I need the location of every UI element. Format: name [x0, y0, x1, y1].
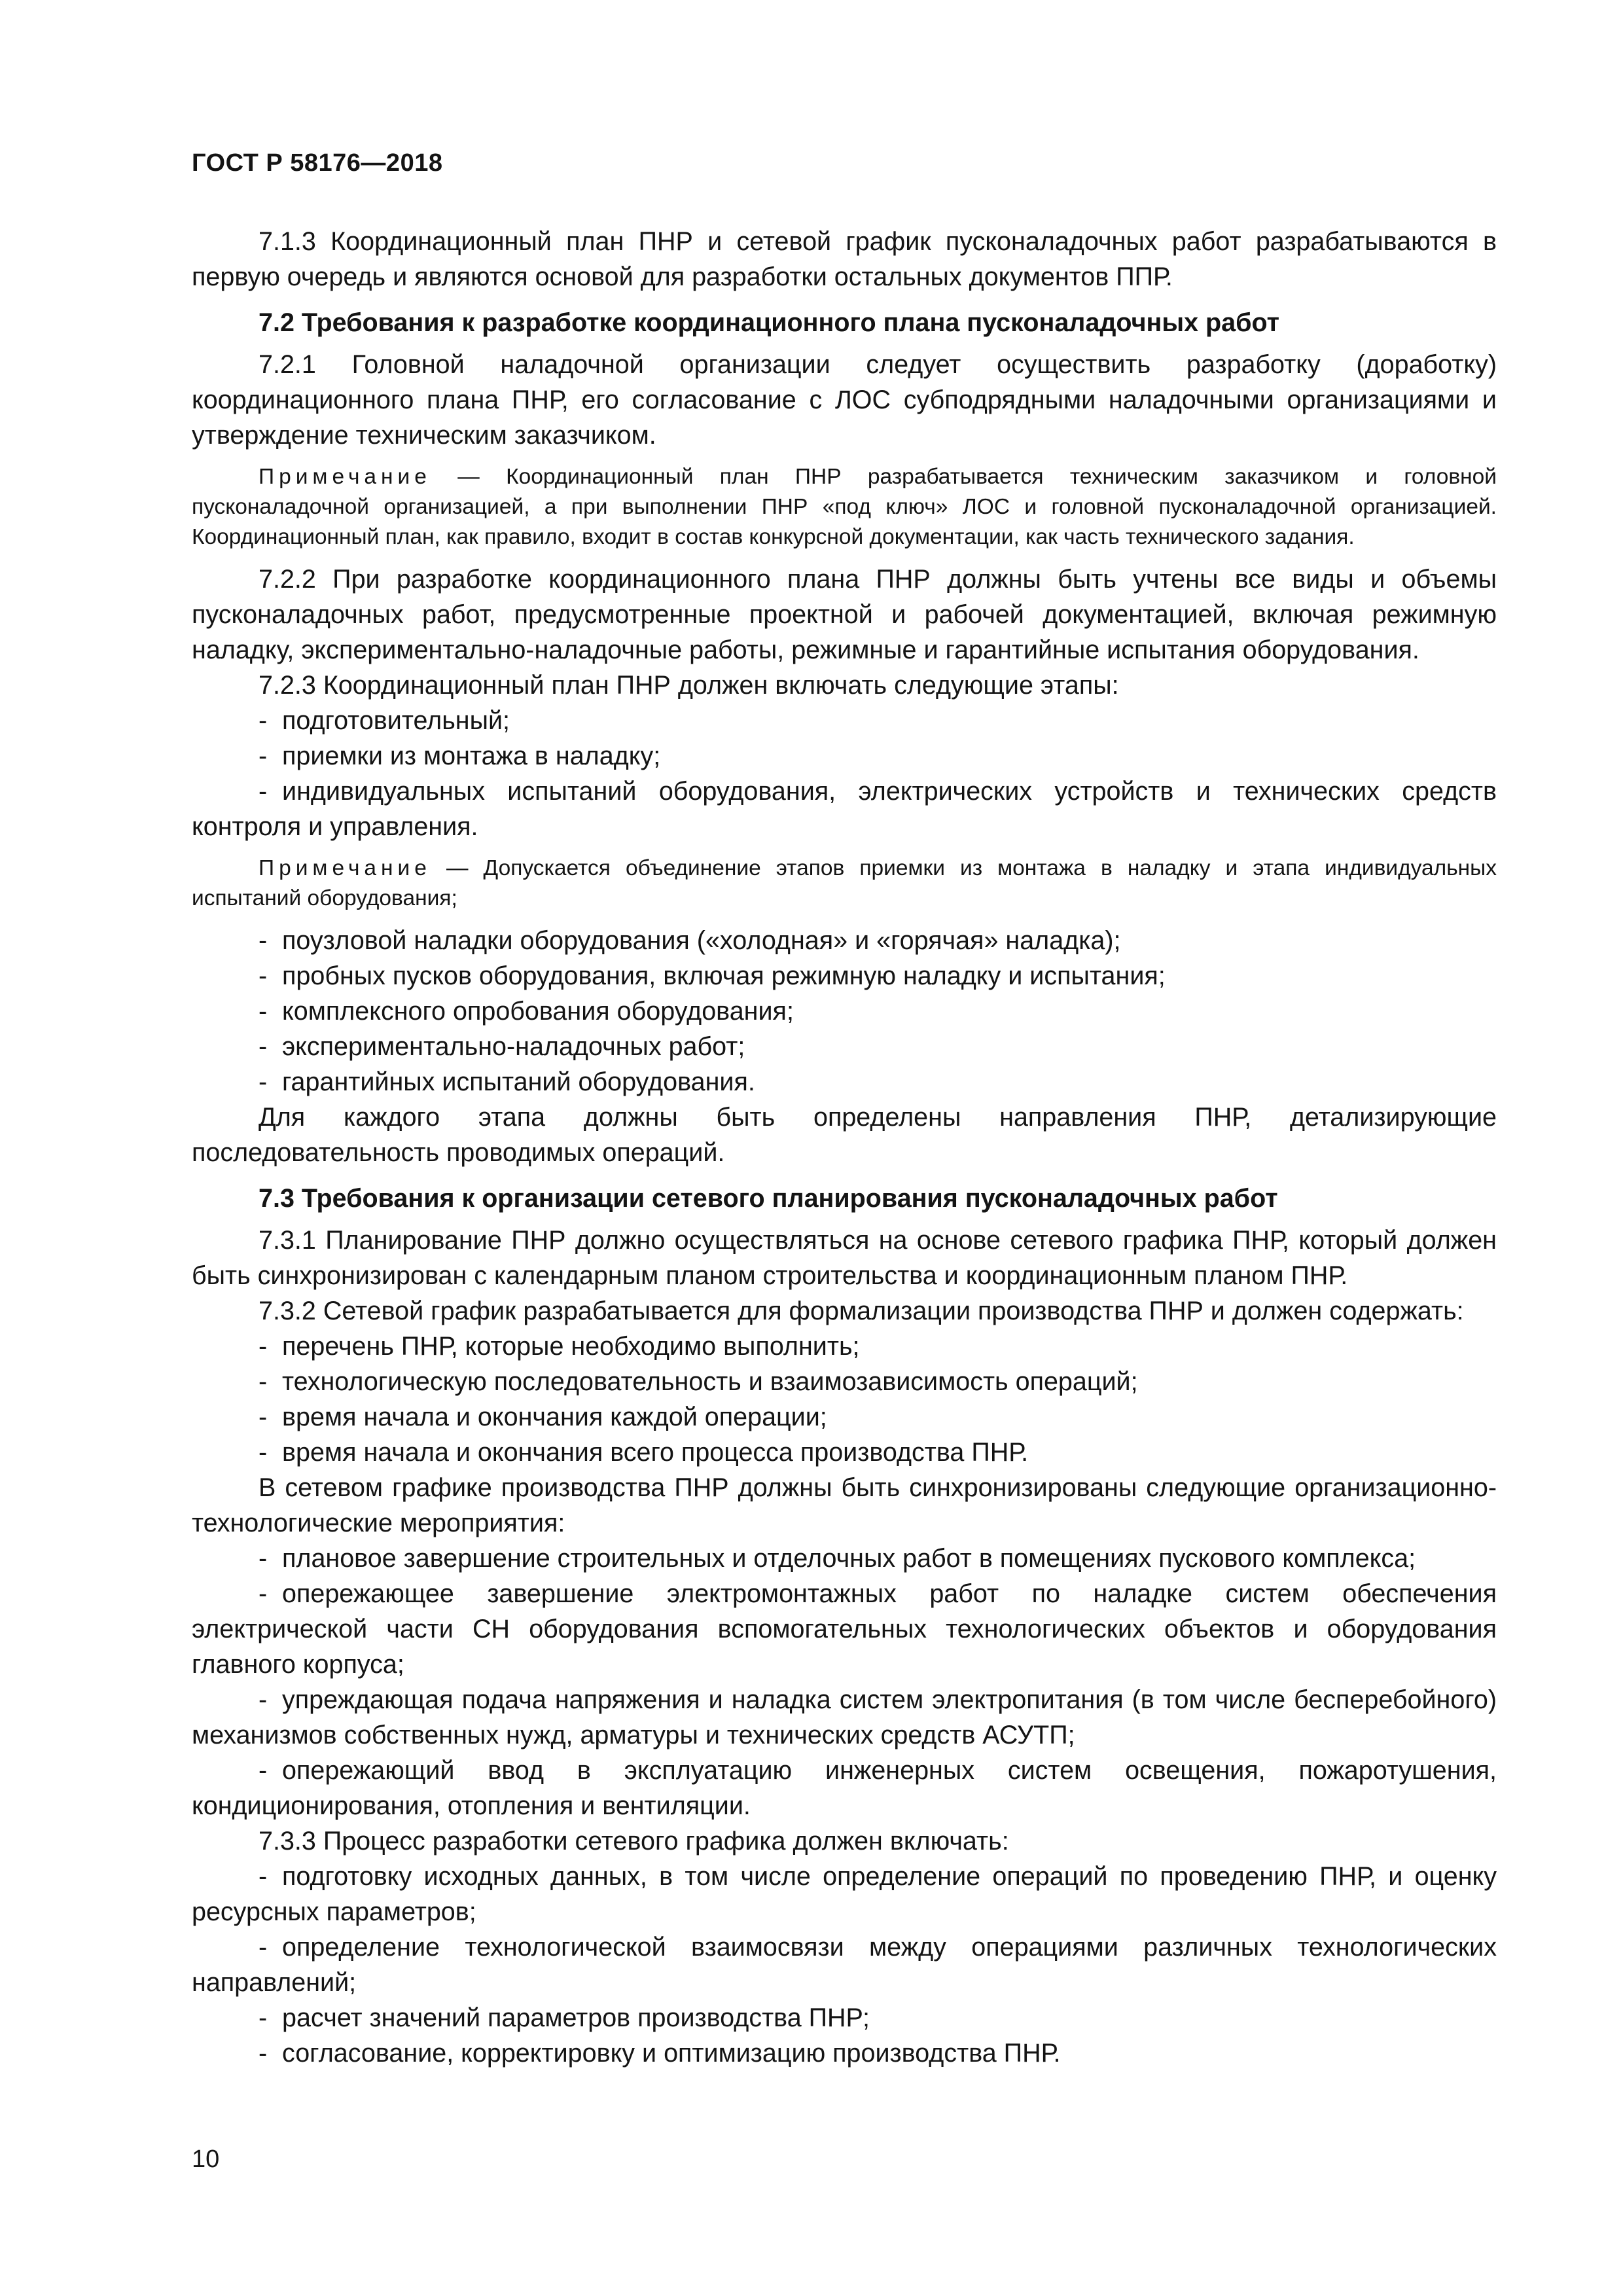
note-block [192, 462, 1497, 552]
list-item: - расчет значений параметров производства ПНР; [259, 2003, 870, 2032]
paragraph-7-2-1: 7.2.1 Головной наладочной организации следует осуществить разработку (доработку) координационного плана ПНР, его согласование с ЛОС субподрядными наладочными организациями и утверждение техническим заказчиком. [192, 350, 1497, 450]
list-item: - технологическую последовательность и взаимозависимость операций; [259, 1367, 1138, 1396]
list-item: - гарантийных испытаний оборудования. [259, 1067, 755, 1096]
list-item: - опережающий ввод в эксплуатацию инженерных систем освещения, пожаротушения, кондиционирования, отопления и вентиляции. [192, 1756, 1497, 1820]
paragraph-sync-measures: В сетевом графике производства ПНР должны быть синхронизированы следующие организационно-технологические мероприятия: [192, 1473, 1497, 1537]
list-item: - согласование, корректировку и оптимизацию производства ПНР. [259, 2039, 1061, 2068]
list-item: - подготовку исходных данных, в том числе определение операций по проведению ПНР, и оценку ресурсных параметров; [192, 1862, 1497, 1926]
list-item: - экспериментально-наладочных работ; [259, 1032, 745, 1061]
list-item: - время начала и окончания каждой операции; [259, 1403, 827, 1431]
section-heading-7-3: 7.3 Требования к организации сетевого планирования пусконаладочных работ [259, 1184, 1278, 1213]
page-number: 10 [192, 2145, 220, 2173]
note-text: — Допускается объединение этапов приемки из монтажа в наладку и этапа индивидуальных испытаний оборудования; [192, 856, 1497, 910]
standard-header: ГОСТ Р 58176—2018 [192, 149, 443, 177]
section-heading-7-2: 7.2 Требования к разработке координационного плана пусконаладочных работ [259, 308, 1280, 337]
list-item: - поузловой наладки оборудования («холодная» и «горячая» наладка); [259, 926, 1121, 955]
document-body [192, 224, 1497, 2071]
list-item: - перечень ПНР, которые необходимо выполнить; [259, 1332, 860, 1361]
list-item: - подготовительный; [259, 706, 510, 735]
paragraph-7-3-1: 7.3.1 Планирование ПНР должно осуществляться на основе сетевого графика ПНР, который должен быть синхронизирован с календарным планом строительства и координационным планом ПНР. [192, 1226, 1497, 1290]
paragraph-7-1-3: 7.1.3 Координационный план ПНР и сетевой график пусконаладочных работ разрабатываются в первую очередь и являются основой для разработки остальных документов ППР. [192, 227, 1497, 291]
note-label: Примечание [259, 856, 431, 880]
list-item: - опережающее завершение электромонтажных работ по наладке систем обеспечения электрической части СН оборудования вспомогательных технологических объектов и оборудования главного корпуса; [192, 1579, 1497, 1679]
paragraph-7-3-3: 7.3.3 Процесс разработки сетевого графика должен включать: [259, 1827, 1009, 1856]
note-block [192, 853, 1497, 914]
paragraph-7-2-3: 7.2.3 Координационный план ПНР должен включать следующие этапы: [259, 671, 1119, 700]
list-item: - пробных пусков оборудования, включая режимную наладку и испытания; [259, 961, 1166, 990]
list-item: - время начала и окончания всего процесса производства ПНР. [259, 1438, 1029, 1467]
paragraph-stage-directions: Для каждого этапа должны быть определены направления ПНР, детализирующие последовательность проводимых операций. [192, 1103, 1497, 1167]
paragraph-7-3-2: 7.3.2 Сетевой график разрабатывается для формализации производства ПНР и должен содержать: [259, 1297, 1464, 1325]
list-item: - комплексного опробования оборудования; [259, 997, 794, 1026]
list-item: - определение технологической взаимосвязи между операциями различных технологических направлений; [192, 1933, 1497, 1997]
list-item: - упреждающая подача напряжения и наладка систем электропитания (в том числе бесперебойного) механизмов собственных нужд, арматуры и технических средств АСУТП; [192, 1685, 1497, 1749]
note-label: Примечание [259, 465, 431, 489]
note-text: — Координационный план ПНР разрабатывается техническим заказчиком и головной пусконаладочной организацией, а при выполнении ПНР «под ключ» ЛОС и головной пусконаладочной организацией. Координационный план, как правило, входит в состав конкурсной документации, как часть технического задания. [192, 465, 1497, 549]
list-item: - приемки из монтажа в наладку; [259, 742, 661, 770]
list-item: - индивидуальных испытаний оборудования, электрических устройств и технических средств контроля и управления. [192, 777, 1497, 841]
paragraph-7-2-2: 7.2.2 При разработке координационного плана ПНР должны быть учтены все виды и объемы пусконаладочных работ, предусмотренные проектной и рабочей документацией, включая режимную наладку, экспериментально-наладочные работы, режимные и гарантийные испытания оборудования. [192, 565, 1497, 664]
list-item: - плановое завершение строительных и отделочных работ в помещениях пускового комплекса; [259, 1544, 1416, 1573]
